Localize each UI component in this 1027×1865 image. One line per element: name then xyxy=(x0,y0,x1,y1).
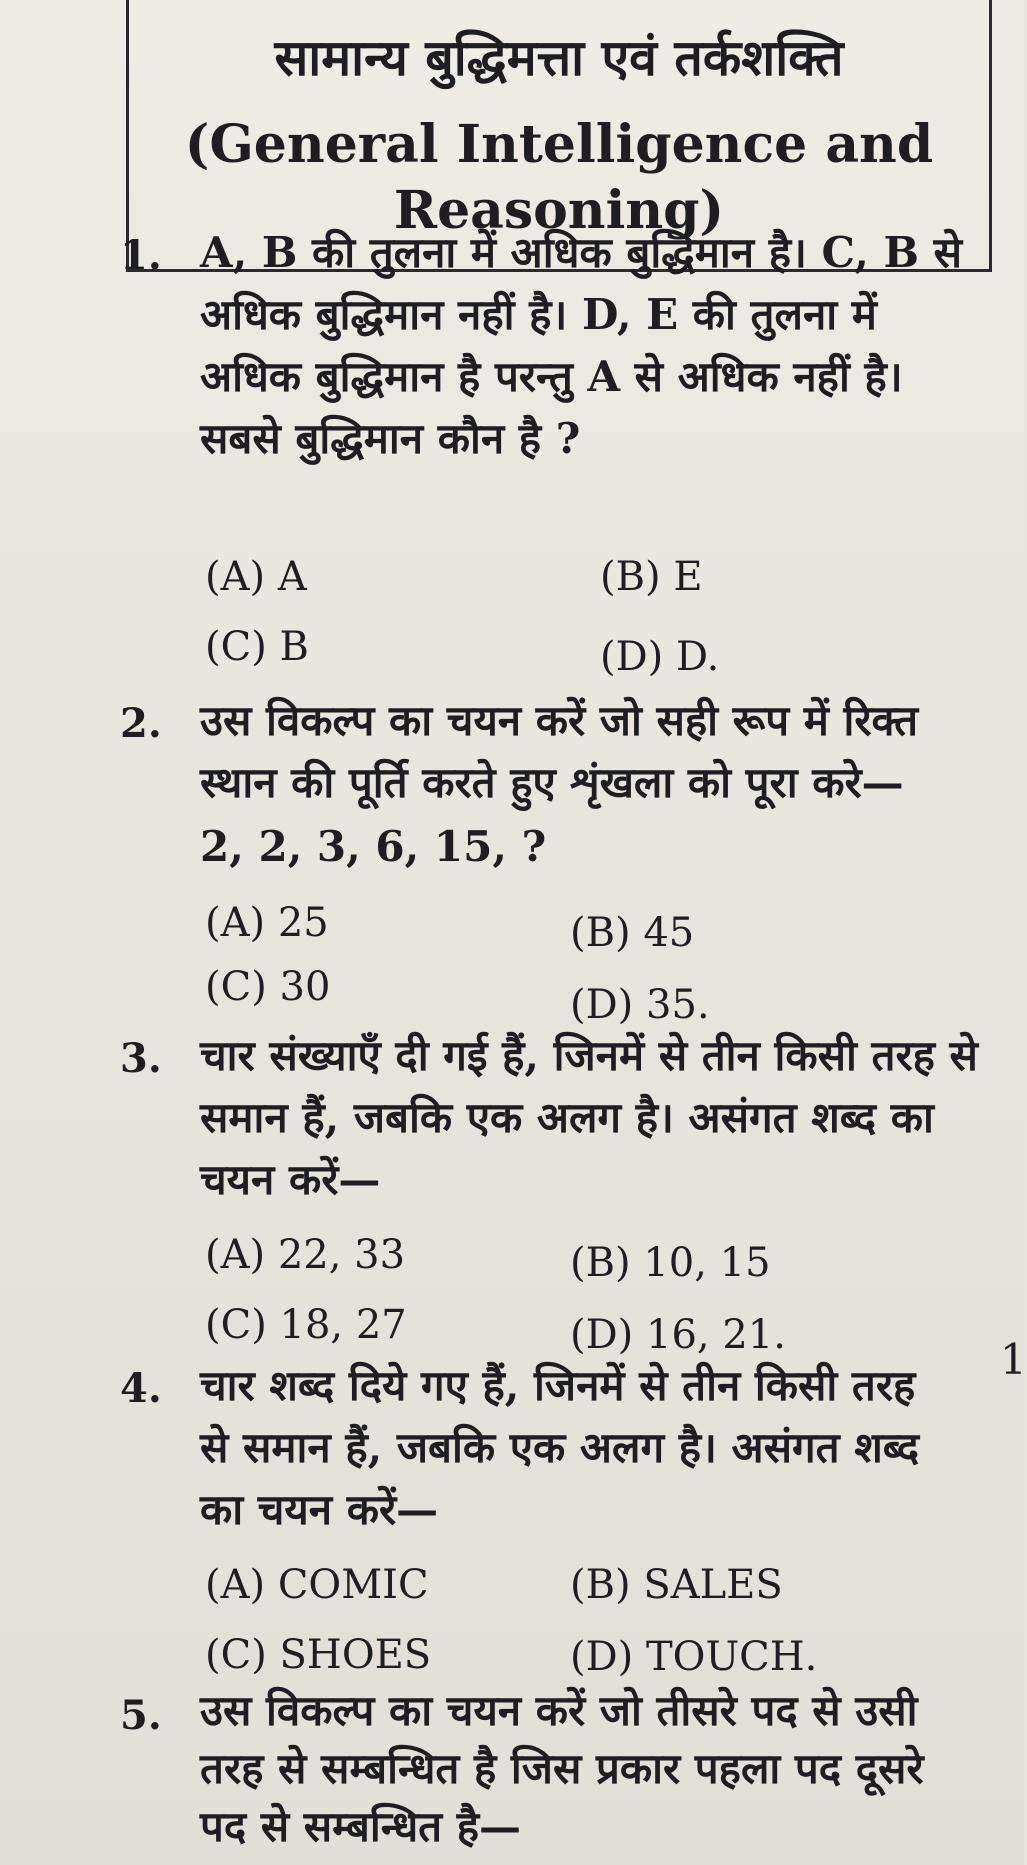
question-number: 1. xyxy=(120,232,162,279)
option-b: (B) 10, 15 xyxy=(570,1240,771,1286)
option-c: (C) 30 xyxy=(205,964,331,1010)
option-a: (A) COMIC xyxy=(205,1562,429,1608)
section-title-english-line1: (General Intelligence and xyxy=(184,114,934,175)
option-b: (B) SALES xyxy=(570,1562,783,1608)
option-d: (D) 16, 21. xyxy=(570,1312,786,1358)
option-a: (A) 22, 33 xyxy=(205,1232,406,1278)
option-b: (B) E xyxy=(600,554,703,600)
option-d: (D) 35. xyxy=(570,982,710,1028)
question-number: 2. xyxy=(120,700,162,747)
option-c: (C) SHOES xyxy=(205,1632,432,1678)
section-title-hindi: सामान्य बुद्धिमत्ता एवं तर्कशक्ति xyxy=(274,28,844,87)
question-number: 5. xyxy=(120,1692,162,1739)
question-text: A, B की तुलना में अधिक बुद्धिमान है। C, B से अधिक बुद्धिमान नहीं है। D, E की तुलना में अधिक बुद्धिमान है परन्तु A से अधिक नहीं है। सबसे बुद्धिमान कौन है ? xyxy=(200,228,962,463)
option-c: (C) 18, 27 xyxy=(205,1302,407,1348)
option-d: (D) TOUCH. xyxy=(570,1634,818,1680)
section-title-english-line2: Reasoning) xyxy=(393,180,725,241)
question-text: उस विकल्प का चयन करें जो तीसरे पद से उसी तरह से सम्बन्धित है जिस प्रकार पहला पद दूसरे पद से सम्बन्धित है— xyxy=(200,1686,924,1851)
question-text: चार शब्द दिये गए हैं, जिनमें से तीन किसी तरह से समान हैं, जबकि एक अलग है। असंगत शब्द का चयन करें— xyxy=(200,1361,920,1534)
option-a: (A) A xyxy=(205,554,307,600)
option-b: (B) 45 xyxy=(570,910,695,956)
question-text: चार संख्याएँ दी गई हैं, जिनमें से तीन किसी तरह से समान हैं, जबकि एक अलग है। असंगत शब्द का चयन करें— xyxy=(200,1031,978,1204)
number-series: 2, 2, 3, 6, 15, ? xyxy=(200,822,547,871)
option-d: (D) D. xyxy=(600,634,720,680)
question-number: 3. xyxy=(120,1035,162,1082)
option-c: (C) B xyxy=(205,624,309,670)
option-a: (A) 25 xyxy=(205,900,329,946)
question-text: उस विकल्प का चयन करें जो सही रूप में रिक्त स्थान की पूर्ति करते हुए शृंखला को पूरा करे— xyxy=(200,696,919,807)
question-number: 4. xyxy=(120,1365,162,1412)
margin-page-number: 1 xyxy=(1000,1335,1027,1384)
